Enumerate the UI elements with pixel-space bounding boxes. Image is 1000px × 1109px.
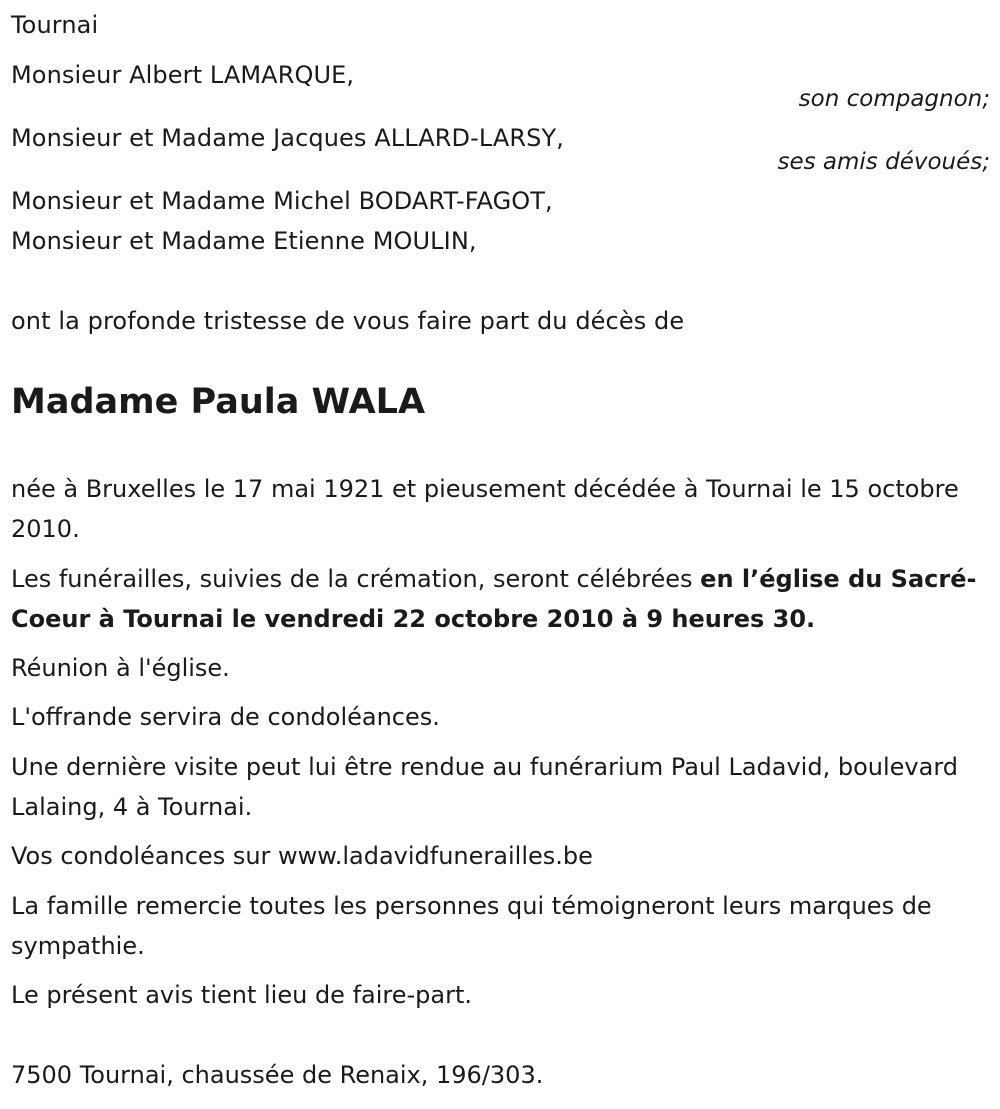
mourner-1-name: Monsieur Albert LAMARQUE, bbox=[11, 61, 355, 89]
header-city: Tournai bbox=[11, 11, 99, 39]
mourner-4-name: Monsieur et Madame Etienne MOULIN, bbox=[11, 227, 477, 255]
mourner-1-role: son compagnon; bbox=[798, 86, 990, 112]
offering-text: L'offrande servira de condoléances. bbox=[11, 703, 440, 731]
notice-text: Le présent avis tient lieu de faire-part. bbox=[11, 981, 473, 1009]
address-text: 7500 Tournai, chaussée de Renaix, 196/303. bbox=[11, 1061, 544, 1089]
condolences-text: Vos condoléances sur www.ladavidfunerailles.be bbox=[11, 842, 593, 870]
deceased-name: Madame Paula WALA bbox=[11, 382, 426, 422]
meeting-text: Réunion à l'église. bbox=[11, 654, 230, 682]
thanks-text: La famille remercie toutes les personnes qui témoigneront leurs marques de sympathie. bbox=[11, 892, 932, 960]
intro-text: ont la profonde tristesse de vous faire part du décès de bbox=[11, 307, 685, 335]
funeral-text bbox=[11, 559, 986, 639]
funeral-details: en l’église du Sacré-Coeur à Tournai le vendredi 22 octobre 2010 à 9 heures 30. bbox=[11, 565, 977, 633]
mourner-2-role: ses amis dévoués; bbox=[777, 149, 990, 175]
funeral-prefix: Les funérailles, suivies de la crémation, seront célébrées bbox=[11, 565, 701, 593]
mourner-2-name: Monsieur et Madame Jacques ALLARD-LARSY, bbox=[11, 124, 564, 152]
birth-death-text: née à Bruxelles le 17 mai 1921 et pieusement décédée à Tournai le 15 octobre 2010. bbox=[11, 475, 959, 543]
mourner-3-name: Monsieur et Madame Michel BODART-FAGOT, bbox=[11, 187, 553, 215]
visit-text: Une dernière visite peut lui être rendue au funérarium Paul Ladavid, boulevard Lalaing, 4 à Tournai. bbox=[11, 753, 958, 821]
